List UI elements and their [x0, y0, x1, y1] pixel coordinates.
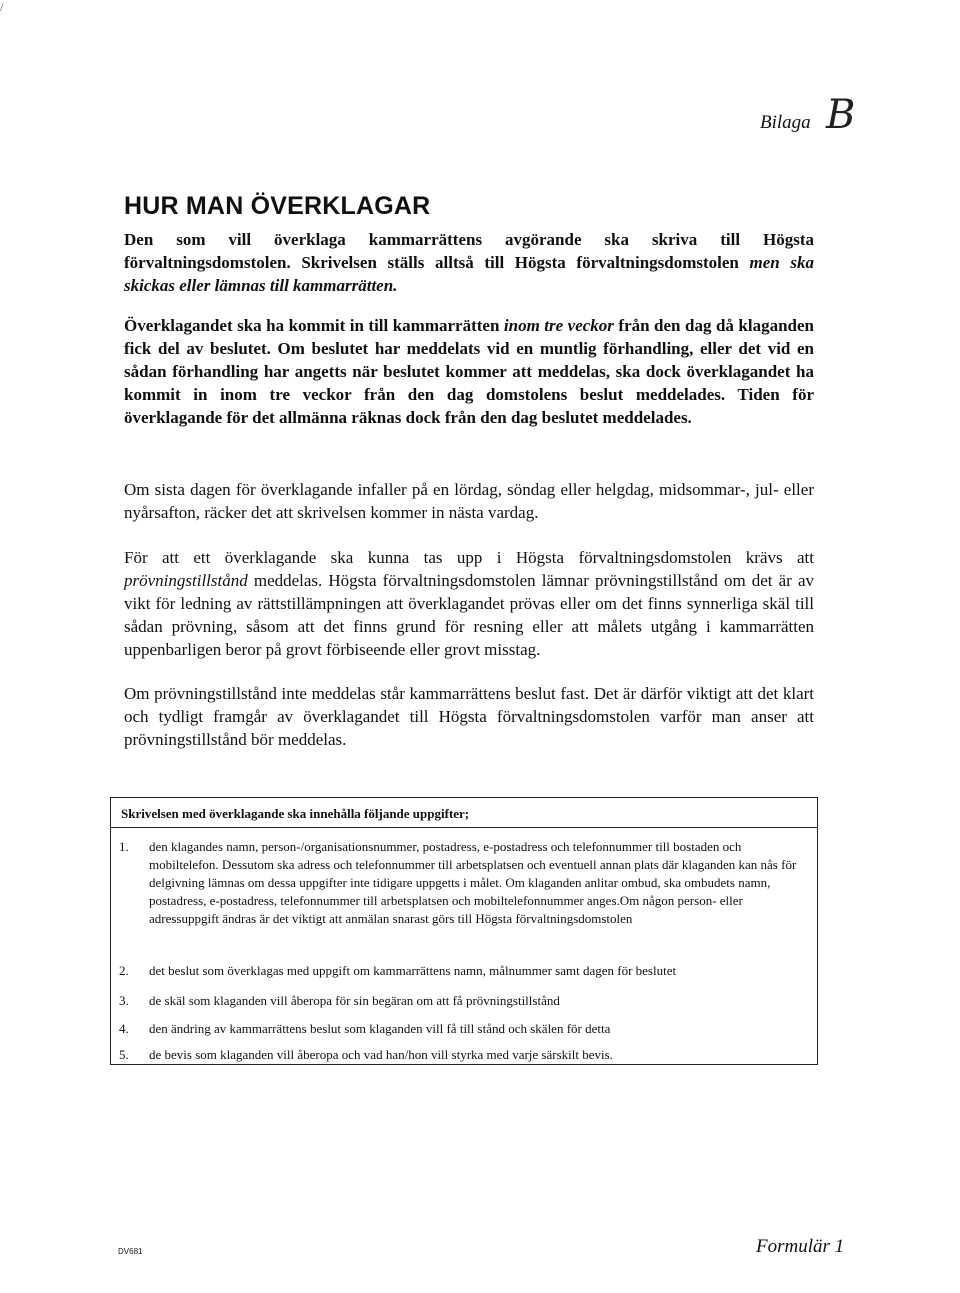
- paragraph-leave-to-appeal: [124, 546, 814, 661]
- item-text: det beslut som överklagas med uppgift om kammarrättens namn, målnummer samt dagen för beslutet: [149, 963, 677, 978]
- item-text: de bevis som klaganden vill åberopa och vad han/hon vill styrka med varje särskilt bevis.: [149, 1047, 613, 1062]
- paragraph-deadline: [124, 314, 814, 429]
- paragraph-intro: [124, 228, 814, 297]
- deadline-text-end: från den dag då klaganden fick del av beslutet. Om beslutet har meddelats vid en muntlig förhandling, eller det vid en sådan förhandling har angetts när beslutet kommer att meddelas, ska dock överklagandet ha kommit in inom tre veckor från den dag domstolens beslut meddelades. Tiden för överklagande för det allmänna räknas dock från den dag beslutet meddelades.: [124, 316, 814, 427]
- item-number: 3.: [119, 993, 129, 1008]
- item-text: den ändring av kammarrättens beslut som klaganden vill få till stånd och skälen för detta: [149, 1021, 611, 1036]
- box-divider: [111, 827, 817, 828]
- item-number: 2.: [119, 963, 129, 978]
- item-number: 4.: [119, 1021, 129, 1036]
- paragraph-importance: Om prövningstillstånd inte meddelas står kammarrättens beslut fast. Det är därför viktigt att det klart och tydligt framgår av överklagandet till Högsta förvaltningsdomstolen varför man anser att prövningstillstånd bör meddelas.: [124, 684, 814, 749]
- item-number: 5.: [119, 1047, 129, 1062]
- requirements-heading: Skrivelsen med överklagande ska innehålla följande uppgifter;: [121, 806, 470, 821]
- deadline-emphasis: inom tre veckor: [503, 316, 614, 335]
- intro-text: Den som vill överklaga kammarrättens avgörande ska skriva till Högsta förvaltningsdomstolen. Skrivelsen ställs alltså till Högsta förvaltningsdomstolen: [124, 230, 814, 272]
- requirements-box: [110, 797, 818, 1065]
- leave-emphasis: prövningstillstånd: [124, 571, 248, 590]
- paragraph-holiday: Om sista dagen för överklagande infaller på en lördag, söndag eller helgdag, midsommar-, jul- eller nyårsafton, räcker det att skrivelsen kommer in nästa vardag.: [124, 480, 814, 522]
- handwritten-mark: B: [826, 92, 856, 138]
- deadline-text-start: Överklagandet ska ha kommit in till kammarrätten: [124, 316, 504, 335]
- leave-text-start: För att ett överklagande ska kunna tas upp i Högsta förvaltningsdomstolen krävs att: [124, 548, 814, 567]
- form-label: Formulär 1: [756, 1236, 845, 1257]
- form-code: DV681: [118, 1247, 143, 1256]
- item-text: den klagandes namn, person-/organisationsnummer, postadress, e-postadress och telefonnummer till bostaden och mobiltelefon. Dessutom ska adress och telefonnummer till arbetsplatsen och eventuell annan plats där klaganden kan nås för delgivning lämnas om dessa uppgifter inte tidigare uppgetts i målet. Om klaganden anlitar ombud, ska ombudets namn, postadress, e-postadress, telefonnummer till arbetsplatsen och mobiltelefonnummer anges.Om någon person- eller adressuppgift ändras är det viktigt att anmälan snarast görs till Högsta förvaltningsdomstolen: [149, 839, 797, 926]
- item-text: de skäl som klaganden vill åberopa för sin begäran om att få prövningstillstånd: [149, 993, 560, 1008]
- intro-emphasis: men ska skickas eller lämnas till kammarrätten.: [124, 253, 814, 295]
- leave-text-end: meddelas. Högsta förvaltningsdomstolen lämnar prövningstillstånd om det är av vikt för ledning av rättstillämpningen att överklagandet prövas eller om det finns synnerliga skäl till sådan prövning, såsom att det finns grund för resning eller att målets utgång i kammarrätten uppenbarligen beror på grovt förbiseende eller grovt misstag.: [124, 571, 814, 659]
- bilaga-label: Bilaga: [760, 112, 811, 133]
- stray-mark: /: [0, 0, 4, 14]
- item-number: 1.: [119, 839, 129, 854]
- page-title: HUR MAN ÖVERKLAGAR: [124, 192, 431, 220]
